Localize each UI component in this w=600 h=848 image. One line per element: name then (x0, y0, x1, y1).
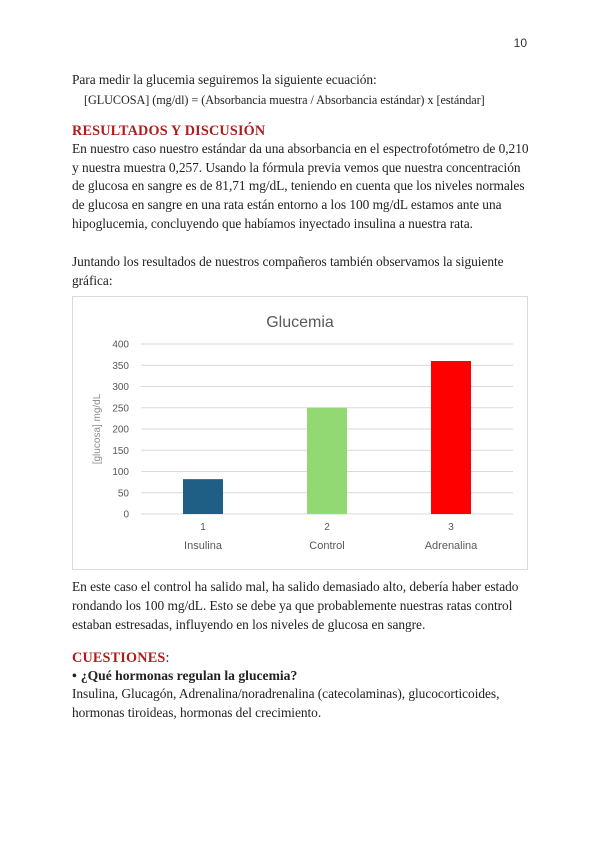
x-tick-number: 3 (448, 522, 454, 534)
y-tick-label: 100 (112, 467, 129, 479)
bullet-icon: • (72, 667, 77, 683)
questions-heading-colon: : (165, 649, 170, 666)
y-tick-label: 50 (117, 488, 129, 500)
y-tick-label: 250 (112, 403, 129, 415)
x-tick-category-name: Adrenalina (424, 540, 478, 553)
answer-1: Insulina, Glucagón, Adrenalina/noradrenalina (catecolaminas), glucocorticoides, hormonas tiroideas, hormonas del crecimiento. (72, 685, 500, 720)
question-1 (72, 667, 530, 685)
page-content (72, 71, 530, 722)
chart-y-axis-label: [glucosa] mg/dL (92, 394, 103, 465)
page-number: 10 (513, 36, 527, 50)
x-tick-number: 1 (200, 522, 206, 534)
chart-bars (183, 361, 471, 514)
chart-y-ticks (112, 340, 129, 521)
results-paragraph-3: En este caso el control ha salido mal, ha salido demasiado alto, debería haber estado rondando los 100 mg/dL. Esto se debe ya que probablemente nuestras ratas control estaban estresadas, influyendo en los niveles de glucosa en sangre. (72, 579, 519, 632)
bar-control (307, 408, 347, 514)
x-tick-category-name: Insulina (184, 540, 222, 553)
x-tick-number: 2 (324, 522, 330, 534)
bar-adrenalina (431, 361, 471, 514)
question-1-text: ¿Qué hormonas regulan la glucemia? (80, 667, 298, 683)
y-tick-label: 150 (112, 446, 129, 458)
chart-title: Glucemia (266, 314, 334, 332)
glucose-formula: [GLUCOSA] (mg/dl) = (Absorbancia muestra / Absorbancia estándar) x [estándar] (84, 92, 485, 107)
results-paragraph-1: En nuestro caso nuestro estándar da una absorbancia en el espectrofotómetro de 0,210 y nuestra muestra 0,257. Usando la fórmula previa vemos que nuestra concentración de glucosa en sangre es de 81,71 mg/dL, teniendo en cuenta que los niveles normales de glucosa en sangre en una rata están entorno a los 100 mg/dL estamos ante una hipoglucemia, concluyendo que habíamos inyectado insulina a nuestra rata. (72, 140, 529, 231)
results-paragraph-2: Juntando los resultados de nuestros compañeros también observamos la siguiente gráfica: (72, 253, 504, 288)
results-heading: RESULTADOS Y DISCUSIÓN (72, 122, 266, 139)
y-tick-label: 0 (123, 509, 129, 521)
questions-heading-text: CUESTIONES (72, 649, 166, 666)
x-tick-category-name: Control (309, 540, 345, 553)
chart-svg (73, 297, 527, 569)
bar-insulina (183, 480, 223, 515)
y-tick-label: 400 (112, 339, 129, 351)
glucemia-chart (72, 296, 528, 570)
y-tick-label: 300 (112, 382, 129, 394)
intro-text: Para medir la glucemia seguiremos la siguiente ecuación: (72, 72, 377, 87)
questions-heading (72, 649, 530, 667)
y-tick-label: 200 (112, 424, 129, 436)
chart-x-ticks (184, 522, 478, 552)
y-tick-label: 350 (112, 361, 129, 373)
